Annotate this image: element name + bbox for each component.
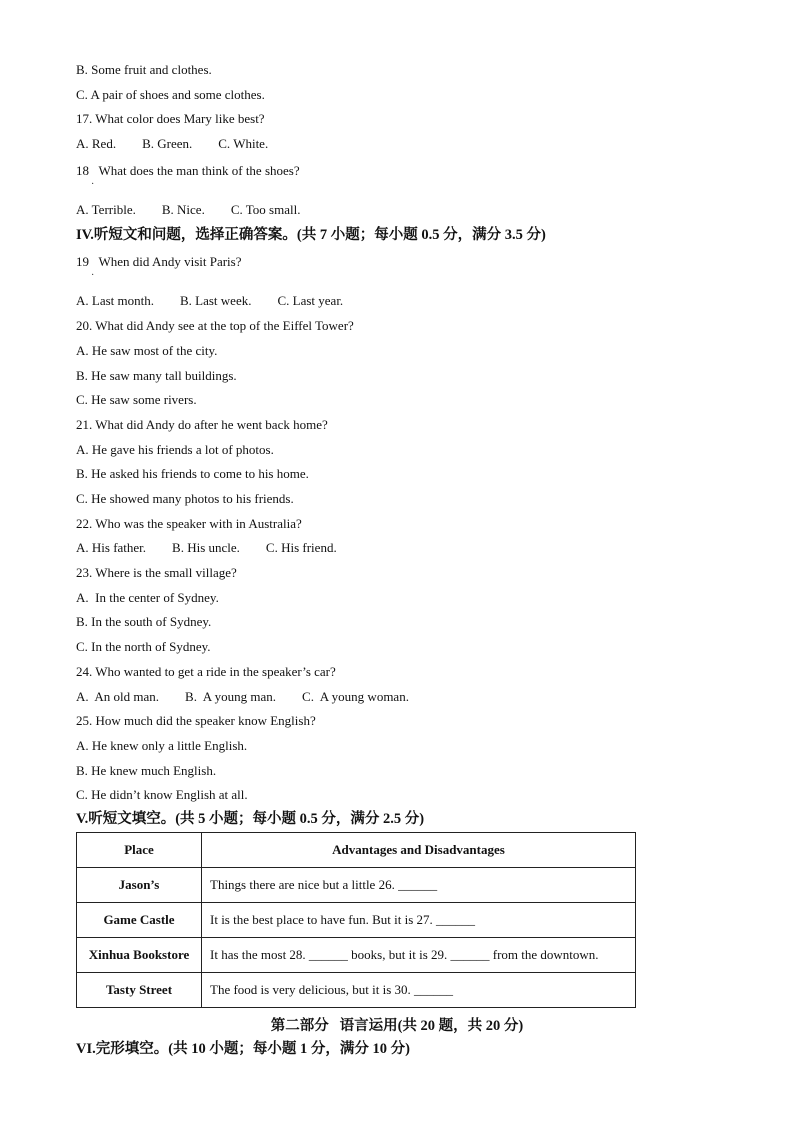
- question-line: 17. What color does Mary like best?: [76, 111, 265, 126]
- option-line: B. Some fruit and clothes.: [76, 62, 212, 77]
- option-line: A. He saw most of the city.: [76, 343, 218, 358]
- description-cell: Things there are nice but a little 26. ______: [202, 868, 636, 903]
- option-line: C. He saw some rivers.: [76, 392, 197, 407]
- question-line: 19 When did Andy visit Paris?: [76, 254, 242, 269]
- place-cell: Game Castle: [77, 903, 202, 938]
- dot-mark: ·: [91, 179, 95, 190]
- question-line: 23. Where is the small village?: [76, 565, 237, 580]
- section-title: IV.听短文和问题，选择正确答案。(共 7 小题；每小题 0.5 分，满分 3.5 分): [76, 227, 546, 243]
- option-line: A. Terrible. B. Nice. C. Too small.: [76, 202, 301, 217]
- option-line: B. He knew much English.: [76, 763, 217, 778]
- section-title: VI.完形填空。(共 10 小题；每小题 1 分，满分 10 分): [76, 1041, 410, 1057]
- question-line: 18 What does the man think of the shoes?: [76, 163, 300, 178]
- table-header-cell: Advantages and Disadvantages: [202, 833, 636, 868]
- question-line: 20. What did Andy see at the top of the Eiffel Tower?: [76, 318, 354, 333]
- table-row: [77, 868, 636, 903]
- part-title: 第二部分 语言运用(共 20 题，共 20 分): [270, 1018, 524, 1034]
- option-line: A. He gave his friends a lot of photos.: [76, 442, 274, 457]
- description-cell: The food is very delicious, but it is 30. ______: [202, 973, 636, 1008]
- option-line: B. He asked his friends to come to his home.: [76, 466, 309, 481]
- place-cell: Jason’s: [77, 868, 202, 903]
- table-row: [77, 938, 636, 973]
- question-line: 25. How much did the speaker know English?: [76, 713, 316, 728]
- table-row: [77, 973, 636, 1008]
- description-cell: It has the most 28. ______ books, but it is 29. ______ from the downtown.: [202, 938, 636, 973]
- option-line: A. An old man. B. A young man. C. A young woman.: [76, 689, 409, 704]
- place-cell: Xinhua Bookstore: [77, 938, 202, 973]
- dot-mark: ·: [91, 270, 95, 281]
- question-line: 24. Who wanted to get a ride in the speaker’s car?: [76, 664, 336, 679]
- option-line: A. His father. B. His uncle. C. His friend.: [76, 540, 337, 555]
- option-line: C. He showed many photos to his friends.: [76, 491, 294, 506]
- question-line: 21. What did Andy do after he went back home?: [76, 417, 328, 432]
- option-line: A. In the center of Sydney.: [76, 590, 219, 605]
- table-row: [77, 903, 636, 938]
- place-cell: Tasty Street: [77, 973, 202, 1008]
- question-line: 22. Who was the speaker with in Australia?: [76, 516, 302, 531]
- option-line: B. In the south of Sydney.: [76, 614, 212, 629]
- table-header-cell: Place: [77, 833, 202, 868]
- description-cell: It is the best place to have fun. But it is 27. ______: [202, 903, 636, 938]
- fill-in-table: [76, 832, 636, 1008]
- option-line: A. Red. B. Green. C. White.: [76, 136, 269, 151]
- option-line: C. A pair of shoes and some clothes.: [76, 87, 265, 102]
- option-line: A. He knew only a little English.: [76, 738, 248, 753]
- section-title: V.听短文填空。(共 5 小题；每小题 0.5 分，满分 2.5 分): [76, 811, 425, 827]
- option-line: C. In the north of Sydney.: [76, 639, 211, 654]
- option-line: C. He didn’t know English at all.: [76, 787, 248, 802]
- table-header-row: [77, 833, 636, 868]
- option-line: A. Last month. B. Last week. C. Last year.: [76, 293, 344, 308]
- option-line: B. He saw many tall buildings.: [76, 368, 237, 383]
